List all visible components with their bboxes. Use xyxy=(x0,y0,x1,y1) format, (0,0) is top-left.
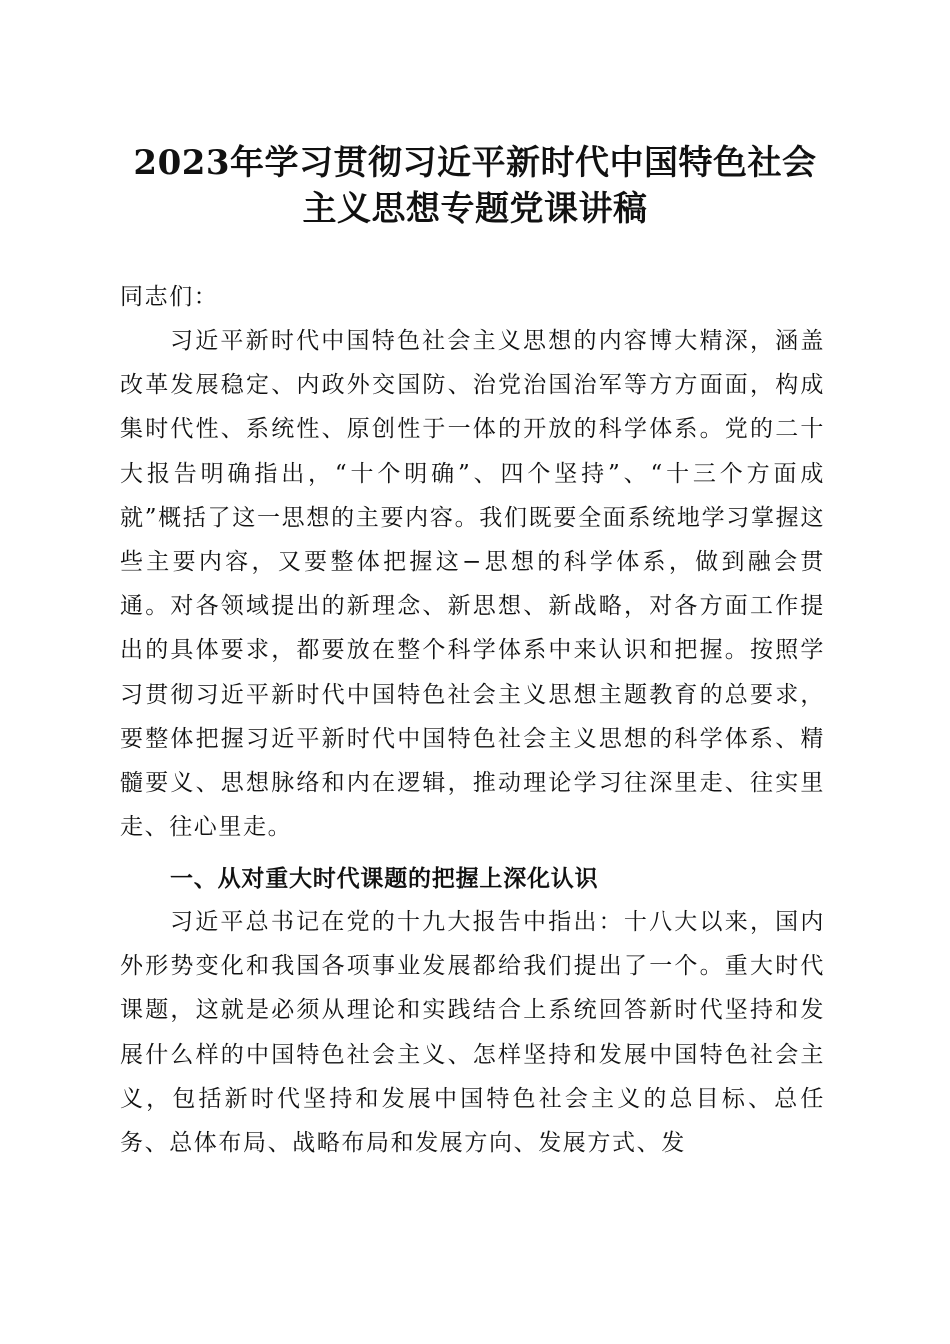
document-title-line-1: 2023年学习贯彻习近平新时代中国特色社会 xyxy=(133,143,817,183)
document-title-line-2: 主义思想专题党课讲稿 xyxy=(302,189,648,229)
salutation: 同志们： xyxy=(120,284,219,310)
section-heading-1: 一、从对重大时代课题的把握上深化认识 xyxy=(170,866,599,892)
paragraph-section-1: 习近平总书记在党的十九大报告中指出：十八大以来，国内外形势变化和我国各项事业发展都给我们提出了一个。重大时代课题，这就是必须从理论和实践结合上系统回答新时代坚持和发展什么样的中国特色社会主义、怎样坚持和发展中国特色社会主义，包括新时代坚持和发展中国特色社会主义的总目标、总任务、总体布局、战略布局和发展方向、发展方式、发 xyxy=(120,909,825,1157)
paragraph-intro: 习近平新时代中国特色社会主义思想的内容博大精深，涵盖改革发展稳定、内政外交国防、治党治国治军等方方面面，构成集时代性、系统性、原创性于一体的开放的科学体系。党的二十大报告明确指出，“十个明确”、四个坚持”、“十三个方面成就”概括了这一思想的主要内容。我们既要全面系统地学习掌握这些主要内容，又要整体把握这−思想的科学体系，做到融会贯通。对各领域提出的新理念、新思想、新战略，对各方面工作提出的具体要求，都要放在整个科学体系中来认识和把握。按照学习贯彻习近平新时代中国特色社会主义思想主题教育的总要求，要整体把握习近平新时代中国特色社会主义思想的科学体系、精髓要义、思想脉络和内在逻辑，推动理论学习往深里走、往实里走、往心里走。 xyxy=(120,328,825,841)
